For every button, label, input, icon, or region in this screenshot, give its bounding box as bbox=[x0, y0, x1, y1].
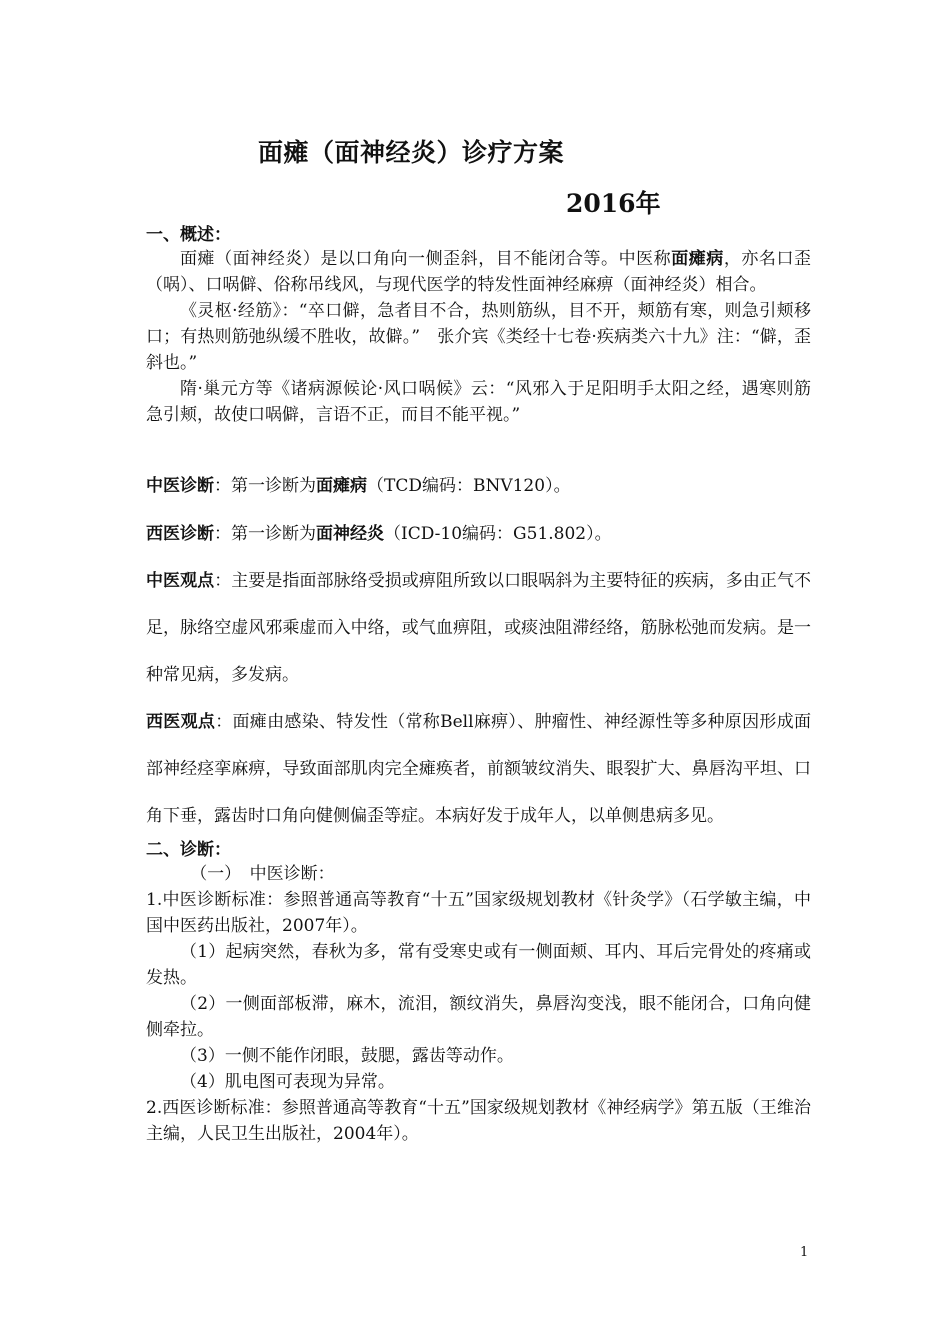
bold-term: 面神经炎 bbox=[316, 524, 384, 544]
label: 中医观点 bbox=[146, 571, 215, 591]
label: 中医诊断 bbox=[146, 476, 214, 496]
text-run: ：主要是指面部脉络受损或痹阻所致以口眼㖞斜为主要特征的疾病，多由正气不足，脉络空虚风邪乘虚而入中络，或气血痹阻，或痰浊阻滞经络，筋脉松弛而发病。是一种常见病，多发病。 bbox=[146, 571, 812, 685]
text-run: ：第一诊断为 bbox=[214, 524, 316, 544]
bold-term: 面瘫病 bbox=[316, 476, 367, 496]
criteria-item: （1）起病突然，春秋为多，常有受寒史或有一侧面颊、耳内、耳后完骨处的疼痛或发热。 bbox=[146, 942, 811, 988]
label: 西医诊断 bbox=[146, 524, 214, 544]
overview-paragraph-1 bbox=[146, 246, 811, 298]
tcm-viewpoint bbox=[146, 558, 811, 699]
tcm-diagnosis bbox=[146, 462, 811, 510]
wm-viewpoint bbox=[146, 699, 811, 840]
criteria-item: （3）一侧不能作闭眼，鼓腮，露齿等动作。 bbox=[180, 1046, 514, 1066]
wm-standard: 2.西医诊断标准：参照普通高等教育“十五”国家级规划教材《神经病学》第五版（王维治主编，人民卫生出版社，2004年）。 bbox=[146, 1098, 811, 1144]
criteria-item: （2）一侧面部板滞，麻木，流泪，额纹消失，鼻唇沟变浅，眼不能闭合，口角向健侧牵拉。 bbox=[146, 994, 811, 1040]
text-run: （TCD编码：BNV120）。 bbox=[367, 476, 571, 496]
spacer bbox=[146, 428, 811, 462]
page-number: 1 bbox=[800, 1245, 809, 1260]
overview-paragraph-3: 隋·巢元方等《诸病源候论·风口㖞候》云：“风邪入于足阳明手太阳之经，遇寒则筋急引颊，故使口㖞僻，言语不正，而目不能平视。” bbox=[146, 379, 811, 425]
subsection-tcm-diagnosis: （一） 中医诊断： bbox=[190, 864, 335, 884]
label: 西医观点 bbox=[146, 712, 216, 732]
document-year: 2016年 bbox=[566, 189, 661, 218]
document-body bbox=[146, 225, 811, 1147]
bold-term: 面瘫病 bbox=[671, 249, 724, 269]
overview-paragraph-2: 《灵枢·经筋》：“卒口僻，急者目不合，热则筋纵，目不开，颊筋有寒，则急引颊移口；有热则筋弛纵缓不胜收，故僻。” 张介宾《类经十七卷·疾病类六十九》注：“僻，歪斜也。” bbox=[146, 301, 811, 373]
tcm-standard: 1.中医诊断标准：参照普通高等教育“十五”国家级规划教材《针灸学》（石学敏主编，中国中医药出版社，2007年）。 bbox=[146, 890, 811, 936]
wm-diagnosis bbox=[146, 510, 811, 558]
text-run: ：面瘫由感染、特发性（常称Bell麻痹）、肿瘤性、神经源性等多种原因形成面部神经痉挛麻痹，导致面部肌肉完全瘫痪者，前额皱纹消失、眼裂扩大、鼻唇沟平坦、口角下垂，露齿时口角向健侧偏歪等症。本病好发于成年人，以单侧患病多见。 bbox=[146, 712, 811, 826]
criteria-item: （4）肌电图可表现为异常。 bbox=[180, 1072, 395, 1092]
text-run: 面瘫（面神经炎）是以口角向一侧歪斜，目不能闭合等。中医称 bbox=[180, 249, 672, 269]
document-title: 面瘫（面神经炎）诊疗方案 bbox=[258, 138, 565, 167]
text-run: ，亦名口歪（㖞）、口㖞僻、俗称吊线风，与现代医学的特发性面神经麻痹（面神经炎）相合。 bbox=[146, 249, 812, 295]
section-heading-overview: 一、概述： bbox=[146, 225, 231, 245]
section-heading-diagnosis: 二、诊断： bbox=[146, 840, 231, 860]
text-run: ：第一诊断为 bbox=[214, 476, 316, 496]
text-run: （ICD-10编码：G51.802）。 bbox=[384, 524, 612, 544]
